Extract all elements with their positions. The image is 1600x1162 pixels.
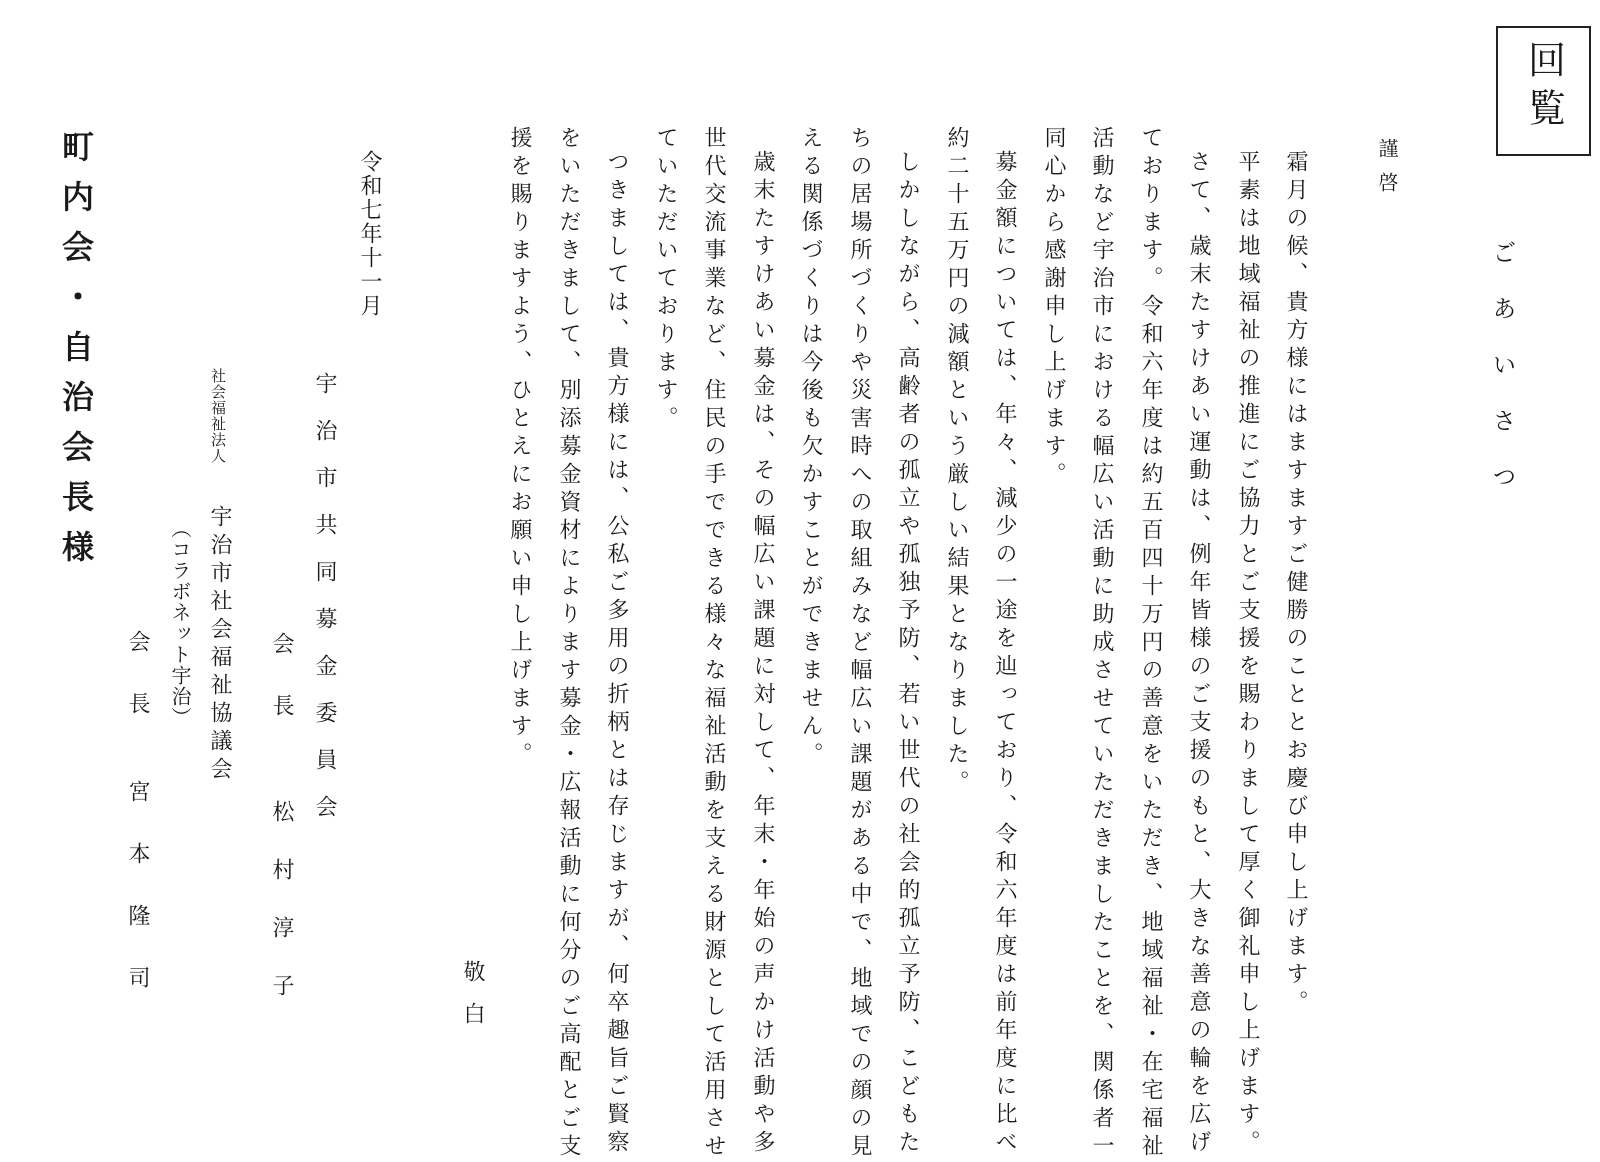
body-line-15: つきましては、貴方様には、公私ご多用の折柄とは存じますが、何卒趣旨ご賢察 — [604, 150, 629, 1158]
circulation-stamp-box — [1496, 26, 1591, 156]
letter-date: 令和七年十一月 — [357, 150, 382, 318]
sender2-nickname: （コラボネット宇治） — [168, 518, 192, 728]
body-line-8: 約二十五万円の減額という厳しい結果となりました。 — [944, 126, 969, 798]
sender1-name: 松村淳子 — [269, 800, 294, 1032]
body-line-17: 援を賜りますよう、ひとえにお願い申し上げます。 — [507, 126, 532, 770]
body-line-3: さて、歳末たすけあい運動は、例年皆様のご支援のもと、大きな善意の輪を広げ — [1186, 150, 1211, 1158]
addressee: 町内会・自治会長様 — [57, 130, 95, 580]
letter-heading: ごあいさつ — [1488, 240, 1516, 520]
body-line-10: ちの居場所づくりや災害時への取組みなど幅広い課題がある中で、地域での顔の見 — [847, 126, 872, 1162]
salutation: 謹啓 — [1375, 138, 1399, 206]
body-line-2: 平素は地域福祉の推進にご協力とご支援を賜わりまして厚く御礼申し上げます。 — [1235, 150, 1260, 1158]
circulation-label: 回覧 — [1521, 40, 1566, 136]
body-line-5: 活動など宇治市における幅広い活動に助成させていただきましたことを、関係者一 — [1089, 126, 1114, 1162]
sender2-corporation-type: 社会福祉法人 — [209, 368, 227, 464]
body-line-16: をいただきまして、別添募金資材によります募金・広報活動に何分のご高配とご支 — [556, 126, 581, 1162]
closing-keihaku: 敬白 — [460, 960, 485, 1044]
body-line-14: ていただいております。 — [653, 126, 678, 434]
sender2-role: 会長 — [125, 630, 150, 754]
sender1-organization: 宇治市共同募金委員会 — [312, 372, 337, 842]
body-line-7: 募金額については、年々、減少の一途を辿っており、令和六年度は前年度に比べ — [992, 150, 1017, 1158]
sender1-role: 会長 — [269, 632, 294, 756]
body-line-9: しかしながら、高齢者の孤立や孤独予防、若い世代の社会的孤立予防、こどもた — [895, 150, 920, 1158]
body-line-6: 同心から感謝申し上げます。 — [1041, 126, 1066, 490]
body-line-1: 霜月の候、貴方様にはますますご健勝のこととお慶び申し上げます。 — [1283, 150, 1308, 1018]
body-line-4: ております。令和六年度は約五百四十万円の善意をいただき、地域福祉・在宅福祉 — [1138, 126, 1163, 1162]
body-line-13: 世代交流事業など、住民の手でできる様々な福祉活動を支える財源として活用させ — [701, 126, 726, 1162]
body-line-11: える関係づくりは今後も欠かすことができません。 — [798, 126, 823, 770]
sender2-organization: 宇治市社会福祉協議会 — [207, 505, 232, 785]
sender2-name: 宮本隆司 — [125, 780, 150, 1028]
body-line-12: 歳末たすけあい募金は、その幅広い課題に対して、年末・年始の声かけ活動や多 — [750, 150, 775, 1158]
